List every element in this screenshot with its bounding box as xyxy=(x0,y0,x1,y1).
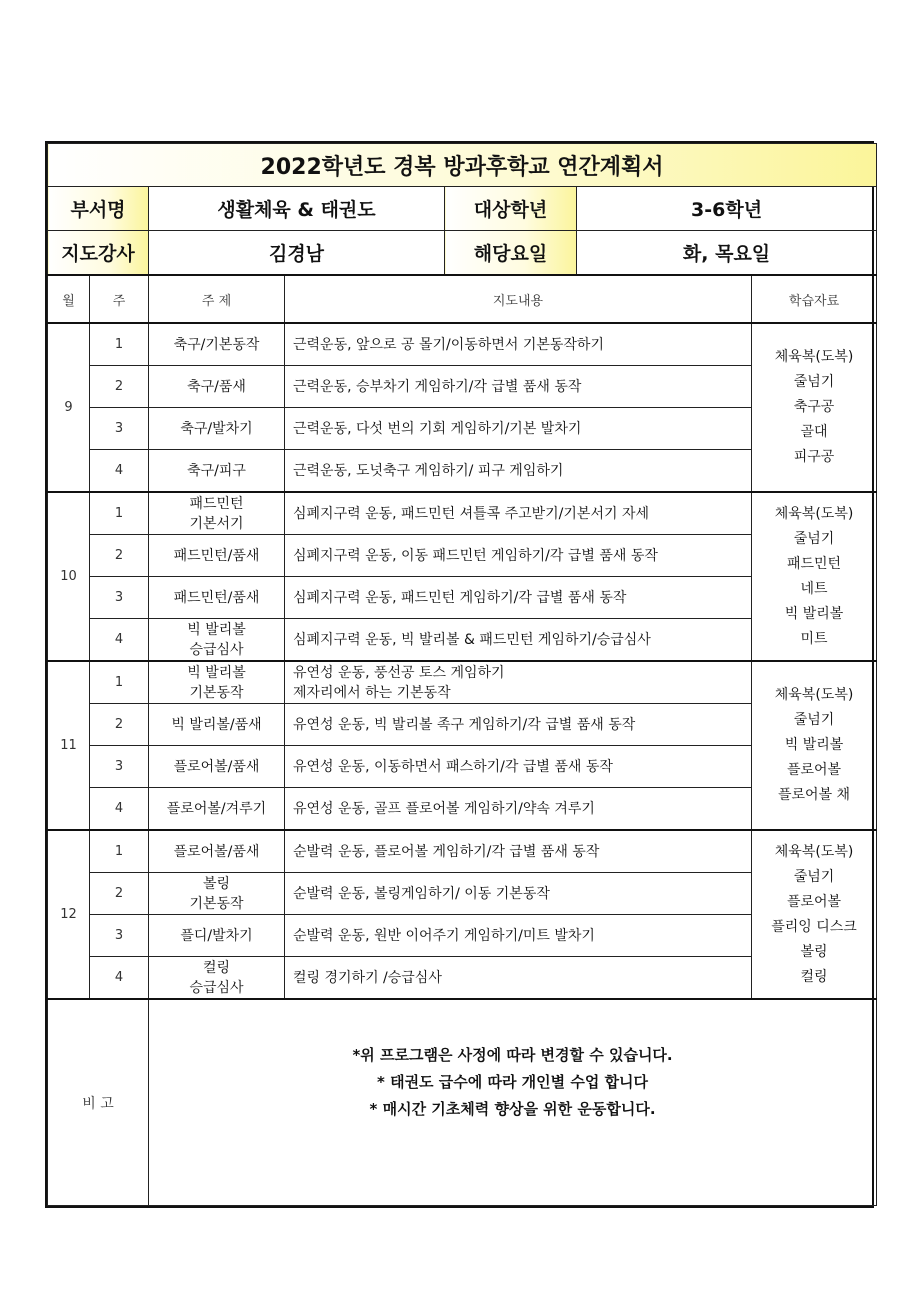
topic-cell xyxy=(149,830,285,873)
material-item: 빅 발리볼 xyxy=(784,737,844,753)
column-header-month: 월 xyxy=(48,275,90,323)
topic-cell xyxy=(149,915,285,957)
topic-cell xyxy=(149,323,285,366)
material-item: 미트 xyxy=(800,630,828,647)
remarks-content xyxy=(149,999,877,1206)
content-line: 유연성 운동, 이동하면서 패스하기/각 급별 품새 동작 xyxy=(293,758,613,775)
content-line: 순발력 운동, 플로어볼 게임하기/각 급별 품새 동작 xyxy=(293,843,600,860)
content-cell xyxy=(285,788,752,831)
topic-line: 빅 발리볼/품새 xyxy=(171,716,262,733)
content-line: 제자리에서 하는 기본동작 xyxy=(293,684,451,701)
content-cell xyxy=(285,830,752,873)
materials-cell xyxy=(752,661,877,830)
topic-line: 패드민턴/품새 xyxy=(173,547,260,564)
topic-line: 기본서기 xyxy=(189,515,244,532)
day-label: 해당요일 xyxy=(445,231,577,276)
week-cell: 3 xyxy=(90,577,149,619)
grade-label: 대상학년 xyxy=(445,187,577,231)
content-cell xyxy=(285,535,752,577)
week-cell: 1 xyxy=(90,492,149,535)
material-item: 줄넘기 xyxy=(793,374,835,390)
topic-line: 승급심사 xyxy=(189,641,244,658)
material-item: 체육복(도복) xyxy=(774,843,854,860)
content-line: 근력운동, 도넛축구 게임하기/ 피구 게임하기 xyxy=(293,462,564,479)
content-line: 심폐지구력 운동, 패드민턴 게임하기/각 급별 품새 동작 xyxy=(293,589,627,606)
content-cell xyxy=(285,746,752,788)
content-cell xyxy=(285,450,752,493)
week-cell: 2 xyxy=(90,873,149,915)
week-cell: 2 xyxy=(90,535,149,577)
material-item: 체육복(도복) xyxy=(774,505,854,522)
content-line: 근력운동, 다섯 번의 기회 게임하기/기본 발차기 xyxy=(293,420,582,437)
topic-line: 축구/품새 xyxy=(187,378,246,395)
topic-cell xyxy=(149,704,285,746)
dept-label: 부서명 xyxy=(48,187,149,231)
content-line: 순발력 운동, 원반 이어주기 게임하기/미트 발차기 xyxy=(293,927,595,944)
materials-cell xyxy=(752,492,877,661)
topic-line: 기본동작 xyxy=(189,684,244,701)
content-line: 순발력 운동, 볼링게임하기/ 이동 기본동작 xyxy=(293,885,550,902)
topic-line: 빅 발리볼 xyxy=(187,621,246,638)
content-line: 심폐지구력 운동, 빅 발리볼 & 패드민턴 게임하기/승급심사 xyxy=(293,631,651,648)
material-item: 네트 xyxy=(800,580,828,597)
week-cell: 1 xyxy=(90,661,149,704)
content-cell xyxy=(285,661,752,704)
topic-line: 패드민턴 xyxy=(189,495,244,512)
table-row xyxy=(48,323,877,366)
content-line: 유연성 운동, 빅 발리볼 족구 게임하기/각 급별 품새 동작 xyxy=(293,716,636,733)
month-cell: 9 xyxy=(48,323,90,492)
week-cell: 4 xyxy=(90,450,149,493)
topic-cell xyxy=(149,661,285,704)
content-cell xyxy=(285,873,752,915)
month-cell: 12 xyxy=(48,830,90,999)
topic-line: 승급심사 xyxy=(189,979,244,996)
topic-cell xyxy=(149,577,285,619)
content-line: 심폐지구력 운동, 패드민턴 셔틀콕 주고받기/기본서기 자세 xyxy=(293,505,649,522)
content-cell xyxy=(285,577,752,619)
week-cell: 1 xyxy=(90,323,149,366)
material-item: 줄넘기 xyxy=(793,530,835,547)
material-item: 컬링 xyxy=(800,968,828,985)
content-cell xyxy=(285,619,752,662)
document-title: 2022학년도 경복 방과후학교 연간계획서 xyxy=(48,144,877,187)
remark-line: *위 프로그램은 사정에 따라 변경할 수 있습니다. xyxy=(352,1046,673,1064)
material-item: 플로어볼 채 xyxy=(778,787,851,803)
table-row xyxy=(48,830,877,873)
week-cell: 4 xyxy=(90,788,149,831)
material-item: 축구공 xyxy=(793,399,835,415)
content-cell xyxy=(285,915,752,957)
topic-cell xyxy=(149,450,285,493)
grade-value: 3-6학년 xyxy=(577,187,877,231)
material-item: 플리잉 디스크 xyxy=(771,918,857,935)
topic-cell xyxy=(149,408,285,450)
topic-cell xyxy=(149,788,285,831)
column-header-materials: 학습자료 xyxy=(752,275,877,323)
content-cell xyxy=(285,492,752,535)
content-cell xyxy=(285,957,752,1000)
column-header-content: 지도내용 xyxy=(285,275,752,323)
table-row xyxy=(48,661,877,704)
material-item: 플로어볼 xyxy=(786,762,842,778)
week-cell: 4 xyxy=(90,957,149,1000)
materials-cell xyxy=(752,323,877,492)
content-cell xyxy=(285,704,752,746)
material-item: 패드민턴 xyxy=(786,555,842,572)
material-item: 체육복(도복) xyxy=(774,687,854,703)
topic-line: 빅 발리볼 xyxy=(187,664,246,681)
column-header-topic: 주 제 xyxy=(149,275,285,323)
week-cell: 3 xyxy=(90,408,149,450)
material-item: 줄넘기 xyxy=(793,868,835,885)
dept-value: 생활체육 & 태권도 xyxy=(149,187,445,231)
content-line: 심폐지구력 운동, 이동 패드민턴 게임하기/각 급별 품새 동작 xyxy=(293,547,658,564)
teacher-value: 김경남 xyxy=(149,231,445,276)
content-cell xyxy=(285,366,752,408)
content-cell xyxy=(285,408,752,450)
week-cell: 2 xyxy=(90,704,149,746)
content-line: 컬링 경기하기 /승급심사 xyxy=(293,969,442,986)
topic-line: 플로어볼/품새 xyxy=(173,758,260,775)
content-line: 유연성 운동, 골프 플로어볼 게임하기/약속 겨루기 xyxy=(293,800,595,817)
topic-line: 컬링 xyxy=(202,959,231,976)
material-item: 볼링 xyxy=(800,943,828,960)
month-cell: 11 xyxy=(48,661,90,830)
content-cell xyxy=(285,323,752,366)
week-cell: 2 xyxy=(90,366,149,408)
plan-table xyxy=(47,143,877,1206)
topic-cell xyxy=(149,492,285,535)
topic-cell xyxy=(149,619,285,662)
topic-line: 플로어볼/겨루기 xyxy=(166,800,267,817)
topic-line: 플디/발차기 xyxy=(180,927,253,944)
content-line: 유연성 운동, 풍선공 토스 게임하기 xyxy=(293,664,505,681)
material-item: 골대 xyxy=(800,424,828,440)
topic-cell xyxy=(149,746,285,788)
remark-line: * 매시간 기초체력 향상을 위한 운동합니다. xyxy=(369,1100,656,1118)
topic-cell xyxy=(149,873,285,915)
week-cell: 4 xyxy=(90,619,149,662)
remark-line: * 태권도 급수에 따라 개인별 수업 합니다 xyxy=(377,1073,649,1091)
topic-line: 패드민턴/품새 xyxy=(173,589,260,606)
week-cell: 3 xyxy=(90,915,149,957)
topic-line: 축구/피구 xyxy=(187,462,246,479)
teacher-label: 지도강사 xyxy=(48,231,149,276)
topic-line: 기본동작 xyxy=(189,895,244,912)
material-item: 피구공 xyxy=(793,449,835,465)
topic-line: 볼링 xyxy=(202,875,231,892)
remarks-label: 비 고 xyxy=(48,999,149,1206)
material-item: 줄넘기 xyxy=(793,712,835,728)
topic-cell xyxy=(149,535,285,577)
week-cell: 1 xyxy=(90,830,149,873)
material-item: 체육복(도복) xyxy=(774,349,854,365)
material-item: 빅 발리볼 xyxy=(784,605,844,622)
topic-line: 축구/기본동작 xyxy=(173,336,260,353)
content-line: 근력운동, 앞으로 공 몰기/이동하면서 기본동작하기 xyxy=(293,336,604,353)
topic-cell xyxy=(149,366,285,408)
column-header-week: 주 xyxy=(90,275,149,323)
content-line: 근력운동, 승부차기 게임하기/각 급별 품새 동작 xyxy=(293,378,582,395)
material-item: 플로어볼 xyxy=(786,893,842,910)
materials-cell xyxy=(752,830,877,999)
day-value: 화, 목요일 xyxy=(577,231,877,276)
topic-line: 플로어볼/품새 xyxy=(173,843,260,860)
annual-plan-document xyxy=(45,141,874,1208)
week-cell: 3 xyxy=(90,746,149,788)
table-row xyxy=(48,492,877,535)
topic-line: 축구/발차기 xyxy=(180,420,253,437)
month-cell: 10 xyxy=(48,492,90,661)
topic-cell xyxy=(149,957,285,1000)
